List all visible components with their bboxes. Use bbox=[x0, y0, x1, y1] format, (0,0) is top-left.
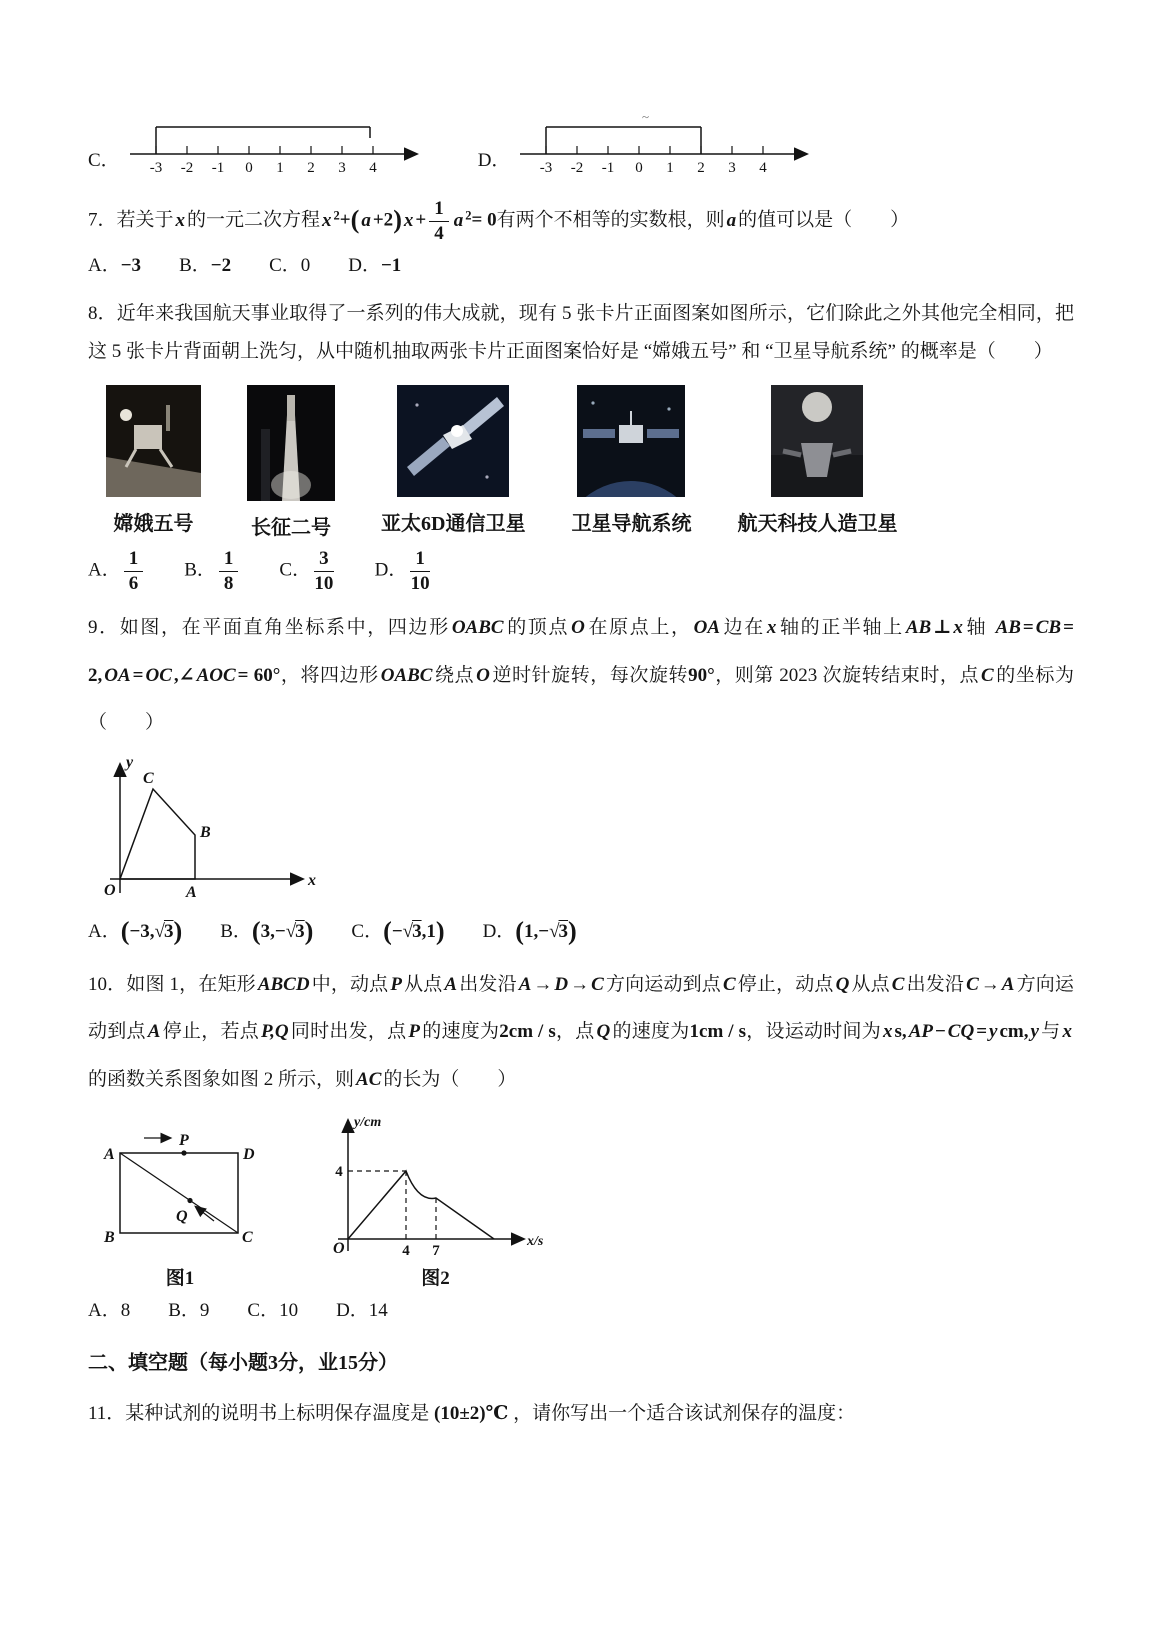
math-token: D． bbox=[336, 559, 408, 581]
math-token: CB bbox=[1035, 617, 1062, 639]
q10-figure2-svg bbox=[318, 1109, 553, 1261]
math-token: x bbox=[403, 209, 414, 231]
label-x: x bbox=[308, 871, 316, 889]
math-token: P,Q bbox=[260, 1021, 289, 1043]
card-image-apstar6d bbox=[397, 385, 509, 497]
tick-marks bbox=[546, 146, 763, 154]
card-image-hangtian bbox=[771, 385, 863, 497]
math-token: 2cm / s bbox=[499, 1021, 556, 1043]
launch-glow bbox=[271, 471, 311, 499]
star bbox=[416, 403, 419, 406]
tick-labels bbox=[149, 160, 377, 176]
math-token: x bbox=[175, 209, 186, 231]
math-token: P bbox=[390, 973, 402, 995]
math-token: √3 bbox=[285, 920, 305, 942]
scan-squiggle: ~ bbox=[642, 112, 650, 124]
math-token: 的坐标为（ ） bbox=[88, 664, 1074, 734]
math-token: OA bbox=[104, 664, 131, 686]
math-token: C bbox=[722, 973, 736, 995]
q10-figure1-svg bbox=[90, 1127, 270, 1261]
question-7-text bbox=[88, 198, 1074, 245]
question-7-options bbox=[88, 247, 1074, 285]
figure-1-caption: 图1 bbox=[165, 1268, 195, 1290]
math-token: x bbox=[883, 1021, 893, 1043]
math-token: 出发沿 bbox=[459, 973, 517, 995]
math-token: C bbox=[891, 973, 905, 995]
math-token: s, bbox=[894, 1021, 907, 1043]
math-token: 与 bbox=[1040, 1021, 1061, 1043]
math-token: AOC bbox=[196, 664, 236, 686]
question-9-text bbox=[88, 604, 1074, 747]
star bbox=[592, 401, 595, 404]
antenna bbox=[166, 405, 170, 431]
math-token: √3 bbox=[402, 920, 422, 942]
label-y-axis: y/cm bbox=[354, 1115, 382, 1131]
math-token: 11．某种试剂的说明书上标明保存温度是 bbox=[88, 1403, 430, 1425]
math-token: 停止，若点 bbox=[162, 1021, 259, 1043]
math-token: ,∠ bbox=[173, 664, 195, 686]
svg-text:2: 2 bbox=[306, 160, 315, 176]
math-token: 7．若关于 bbox=[88, 209, 174, 231]
label-P: P bbox=[179, 1132, 189, 1150]
math-token: ( bbox=[383, 916, 392, 946]
svg-text:-2: -2 bbox=[180, 160, 193, 176]
math-token: $\frac{1}{10}$ bbox=[410, 547, 430, 594]
math-token: a bbox=[453, 209, 464, 231]
label-C: C bbox=[242, 1229, 253, 1247]
math-token: OABC bbox=[451, 617, 504, 639]
math-token: C bbox=[981, 664, 994, 686]
math-token: A bbox=[147, 1021, 161, 1043]
math-token: −3 bbox=[120, 254, 142, 276]
math-token: ( bbox=[120, 916, 130, 946]
math-token: → bbox=[980, 973, 1000, 995]
option-d-numberline bbox=[478, 112, 817, 176]
card-change5 bbox=[106, 385, 201, 536]
math-token: y bbox=[989, 1021, 998, 1043]
math-token: 3,− bbox=[260, 920, 286, 942]
math-token: O bbox=[476, 664, 490, 686]
section-2-title: 二、填空题（每小题3分，业15分） bbox=[88, 1352, 398, 1375]
math-token: OA bbox=[693, 617, 721, 639]
math-token: 1,− bbox=[524, 920, 550, 942]
star bbox=[668, 407, 671, 410]
math-token: 9．如图，在平面直角坐标系中，四边形 bbox=[88, 617, 450, 639]
question-10-figures bbox=[90, 1109, 1074, 1290]
math-token: √3 bbox=[549, 920, 569, 942]
math-token: ,1 bbox=[421, 920, 436, 942]
option-c-numberline bbox=[88, 112, 426, 176]
math-token: 逆时针旋转，每次旋转 bbox=[491, 664, 689, 686]
math-token: C． bbox=[241, 559, 312, 581]
label-C: C bbox=[143, 769, 154, 787]
math-token: AB bbox=[995, 617, 1021, 639]
card-image-changzheng2 bbox=[247, 385, 335, 501]
math-token: −1 bbox=[380, 254, 402, 276]
dish bbox=[451, 425, 463, 437]
card-image-beidou bbox=[577, 385, 685, 497]
math-token: B． bbox=[141, 254, 211, 276]
math-token: √3 bbox=[154, 920, 174, 942]
math-token: 边在 bbox=[722, 617, 765, 639]
card-caption-changzheng2: 长征二号 bbox=[251, 516, 331, 539]
math-token: 90° bbox=[688, 664, 715, 686]
option-c-label: C． bbox=[88, 150, 120, 171]
question-8-text: 8．近年来我国航天事业取得了一系列的伟大成就，现有 5 张卡片正面图案如图所示，它们除此之外其他完全相同，把这 5 张卡片背面朝上洗匀，从中随机抽取两张卡片正面图案恰好是 “嫦娥五号” 和 “卫星导航系统” 的概率是（ ） bbox=[88, 302, 1074, 362]
label-O: O bbox=[104, 881, 116, 899]
math-token: 的速度为 bbox=[612, 1021, 690, 1043]
math-token: = bbox=[976, 1021, 988, 1043]
number-line-options-row bbox=[88, 112, 1074, 176]
math-token: OC bbox=[145, 664, 172, 686]
math-token: −2 bbox=[210, 254, 232, 276]
math-token: $\frac{1}{4}$ bbox=[429, 198, 449, 245]
math-token: = bbox=[132, 664, 144, 686]
tower-silhouette bbox=[261, 429, 270, 501]
label-y: y bbox=[126, 753, 134, 771]
label-A: A bbox=[186, 883, 197, 901]
label-O: O bbox=[333, 1240, 345, 1258]
svg-text:3: 3 bbox=[337, 160, 346, 176]
label-x4: 4 bbox=[402, 1243, 410, 1260]
card-image-change5 bbox=[106, 385, 201, 497]
math-token: ) bbox=[304, 916, 314, 946]
label-A: A bbox=[104, 1146, 115, 1164]
function-graph bbox=[348, 1171, 494, 1239]
label-B: B bbox=[104, 1229, 115, 1247]
svg-text:1: 1 bbox=[666, 160, 675, 176]
math-token: = 2, bbox=[88, 617, 1074, 686]
math-token: AP bbox=[908, 1021, 933, 1043]
solar-wing-left bbox=[583, 429, 615, 438]
question-10-text bbox=[88, 961, 1074, 1104]
math-token: 的值可以是（ ） bbox=[738, 209, 910, 231]
math-token: ，设运动时间为 bbox=[745, 1021, 882, 1043]
tick-marks bbox=[156, 146, 373, 154]
math-token: 绕点 bbox=[434, 664, 475, 686]
math-token: A． bbox=[88, 920, 121, 942]
math-token: 方向运动到点 bbox=[88, 973, 1074, 1043]
svg-text:0: 0 bbox=[244, 160, 253, 176]
option-d-label: D． bbox=[477, 150, 511, 171]
question-10-options bbox=[88, 1292, 1074, 1330]
math-token: 的一元二次方程 bbox=[187, 209, 321, 231]
solution-segment bbox=[546, 127, 701, 154]
math-token: A bbox=[518, 973, 532, 995]
math-token: 轴 bbox=[964, 617, 994, 639]
math-token: x bbox=[766, 617, 777, 639]
math-token: B． bbox=[146, 559, 216, 581]
math-token: 停止，动点 bbox=[737, 973, 834, 995]
highlight bbox=[120, 409, 132, 421]
math-token: C．0 D． bbox=[231, 254, 381, 276]
card-apstar6d bbox=[381, 385, 525, 536]
figure-1-block bbox=[90, 1127, 270, 1290]
card-hangtian bbox=[737, 385, 897, 536]
math-token: (10±2)℃ bbox=[429, 1403, 514, 1425]
quadrilateral-OABC bbox=[120, 789, 195, 879]
svg-text:-1: -1 bbox=[602, 160, 615, 176]
math-token: 从点 bbox=[403, 973, 443, 995]
math-token: $\frac{1}{6}$ bbox=[124, 548, 144, 595]
math-token: ⊥ bbox=[933, 617, 952, 639]
math-token: A． bbox=[88, 559, 121, 581]
math-token: x bbox=[953, 617, 963, 639]
svg-text:-1: -1 bbox=[211, 160, 224, 176]
math-token: CQ bbox=[947, 1021, 975, 1043]
lander-body bbox=[134, 425, 162, 449]
svg-text:1: 1 bbox=[275, 160, 284, 176]
math-token: 轴的正半轴上 bbox=[778, 617, 904, 639]
flare bbox=[802, 392, 832, 422]
math-token: = 0 bbox=[471, 209, 497, 231]
svg-text:-2: -2 bbox=[571, 160, 584, 176]
math-token: = 60° bbox=[237, 664, 281, 686]
math-token: 中，动点 bbox=[311, 973, 389, 995]
number-line-d-svg bbox=[514, 112, 816, 176]
card-caption-apstar6d: 亚太6D通信卫星 bbox=[381, 512, 526, 535]
math-token: $\frac{1}{8}$ bbox=[219, 548, 239, 595]
math-token: OABC bbox=[380, 664, 433, 686]
svg-text:2: 2 bbox=[697, 160, 706, 176]
math-token: = bbox=[1022, 617, 1034, 639]
satellite-body bbox=[619, 425, 643, 443]
label-D: D bbox=[243, 1146, 255, 1164]
card-beidou bbox=[571, 385, 691, 536]
number-line-c-svg bbox=[124, 112, 426, 176]
math-token: cm, bbox=[999, 1021, 1029, 1043]
card-changzheng2 bbox=[247, 385, 335, 540]
math-token: 在原点上， bbox=[586, 617, 692, 639]
question-8-options bbox=[88, 548, 1074, 595]
math-token: A．8 B．9 C．10 D．14 bbox=[88, 1300, 388, 1322]
q9-figure-svg bbox=[90, 751, 325, 903]
question-9-figure bbox=[90, 751, 325, 909]
math-token: + bbox=[339, 209, 351, 231]
math-token: → bbox=[570, 973, 590, 995]
math-token: 同时出发，点 bbox=[290, 1021, 407, 1043]
math-token: 出发沿 bbox=[906, 973, 965, 995]
math-token: 有两个不相等的实数根，则 bbox=[496, 209, 725, 231]
solar-wing-right bbox=[647, 429, 679, 438]
math-token: 的顶点 bbox=[505, 617, 570, 639]
point-P bbox=[181, 1151, 186, 1156]
svg-text:-3: -3 bbox=[149, 160, 162, 176]
math-token: B． bbox=[182, 920, 252, 942]
tick-labels bbox=[540, 160, 768, 176]
figure-2-caption: 图2 bbox=[421, 1268, 450, 1290]
math-token: − bbox=[934, 1021, 946, 1043]
svg-text:3: 3 bbox=[728, 160, 737, 176]
svg-text:0: 0 bbox=[635, 160, 644, 176]
math-token: ，点 bbox=[555, 1021, 595, 1043]
card-caption-beidou: 卫星导航系统 bbox=[571, 512, 692, 535]
svg-text:-3: -3 bbox=[540, 160, 553, 176]
svg-text:4: 4 bbox=[759, 160, 768, 176]
question-9-options bbox=[88, 913, 1074, 951]
math-token: 的速度为 bbox=[422, 1021, 500, 1043]
card-caption-change5: 嫦娥五号 bbox=[113, 512, 194, 535]
math-token: → bbox=[533, 973, 553, 995]
math-token: ) bbox=[435, 916, 445, 946]
math-token: −3, bbox=[129, 920, 155, 942]
star bbox=[486, 475, 489, 478]
math-token: ，则第 2023 次旋转结束时，点 bbox=[714, 664, 980, 686]
math-token: − bbox=[391, 920, 403, 942]
math-token: AB bbox=[905, 617, 932, 639]
question-11-text bbox=[88, 1393, 1074, 1435]
math-token: a bbox=[361, 209, 371, 231]
label-B: B bbox=[200, 823, 211, 841]
math-token: ) bbox=[173, 916, 183, 946]
math-token: A bbox=[1001, 973, 1015, 995]
Q-direction-arrow bbox=[196, 1207, 214, 1221]
math-token: 1cm / s bbox=[689, 1021, 746, 1043]
math-token: A bbox=[444, 973, 458, 995]
math-token: ) bbox=[393, 205, 402, 235]
math-token: C bbox=[591, 973, 604, 995]
math-token: ABCD bbox=[257, 973, 310, 995]
math-token: ，请你写出一个适合该试剂保存的温度： bbox=[513, 1403, 856, 1425]
math-token: 10．如图 1，在矩形 bbox=[88, 973, 256, 995]
math-token: C bbox=[966, 973, 979, 995]
solution-segment bbox=[156, 127, 370, 154]
label-x7: 7 bbox=[432, 1243, 440, 1260]
card-caption-hangtian: 航天科技人造卫星 bbox=[737, 512, 898, 535]
label-x-axis: x/s bbox=[527, 1234, 544, 1250]
math-token: ( bbox=[251, 916, 261, 946]
math-token: Q bbox=[596, 1021, 611, 1043]
math-token: 从点 bbox=[851, 973, 890, 995]
math-token: x bbox=[322, 209, 332, 231]
math-token: a bbox=[726, 209, 737, 231]
math-token: P bbox=[408, 1021, 421, 1043]
math-token: ，将四边形 bbox=[280, 664, 379, 686]
math-token: A． bbox=[88, 254, 121, 276]
math-token: 2 bbox=[333, 208, 340, 223]
point-Q bbox=[187, 1198, 192, 1203]
math-token: $\frac{3}{10}$ bbox=[314, 547, 334, 594]
math-token: D． bbox=[444, 920, 516, 942]
rocket-body bbox=[287, 395, 295, 421]
label-Q: Q bbox=[176, 1208, 188, 1226]
math-token: 的长为（ ） bbox=[383, 1068, 517, 1090]
math-token: O bbox=[571, 617, 585, 639]
math-token: +2 bbox=[372, 209, 394, 231]
math-token: ( bbox=[350, 205, 360, 235]
math-token: ) bbox=[568, 916, 577, 946]
math-token: 的函数关系图象如图 2 所示，则 bbox=[88, 1068, 355, 1090]
math-token: y bbox=[1030, 1021, 1039, 1043]
math-token: Q bbox=[835, 973, 850, 995]
math-token: 2 bbox=[465, 208, 472, 223]
math-token: x bbox=[1062, 1021, 1072, 1043]
math-token: C． bbox=[313, 920, 384, 942]
math-token: D bbox=[554, 973, 569, 995]
label-y4: 4 bbox=[335, 1164, 343, 1181]
svg-text:4: 4 bbox=[368, 160, 377, 176]
math-token: + bbox=[415, 209, 427, 231]
math-token: ( bbox=[515, 916, 525, 946]
math-token: AC bbox=[356, 1068, 382, 1090]
question-8-cards bbox=[106, 385, 1074, 540]
math-token: 方向运动到点 bbox=[605, 973, 721, 995]
figure-2-block bbox=[318, 1109, 553, 1290]
